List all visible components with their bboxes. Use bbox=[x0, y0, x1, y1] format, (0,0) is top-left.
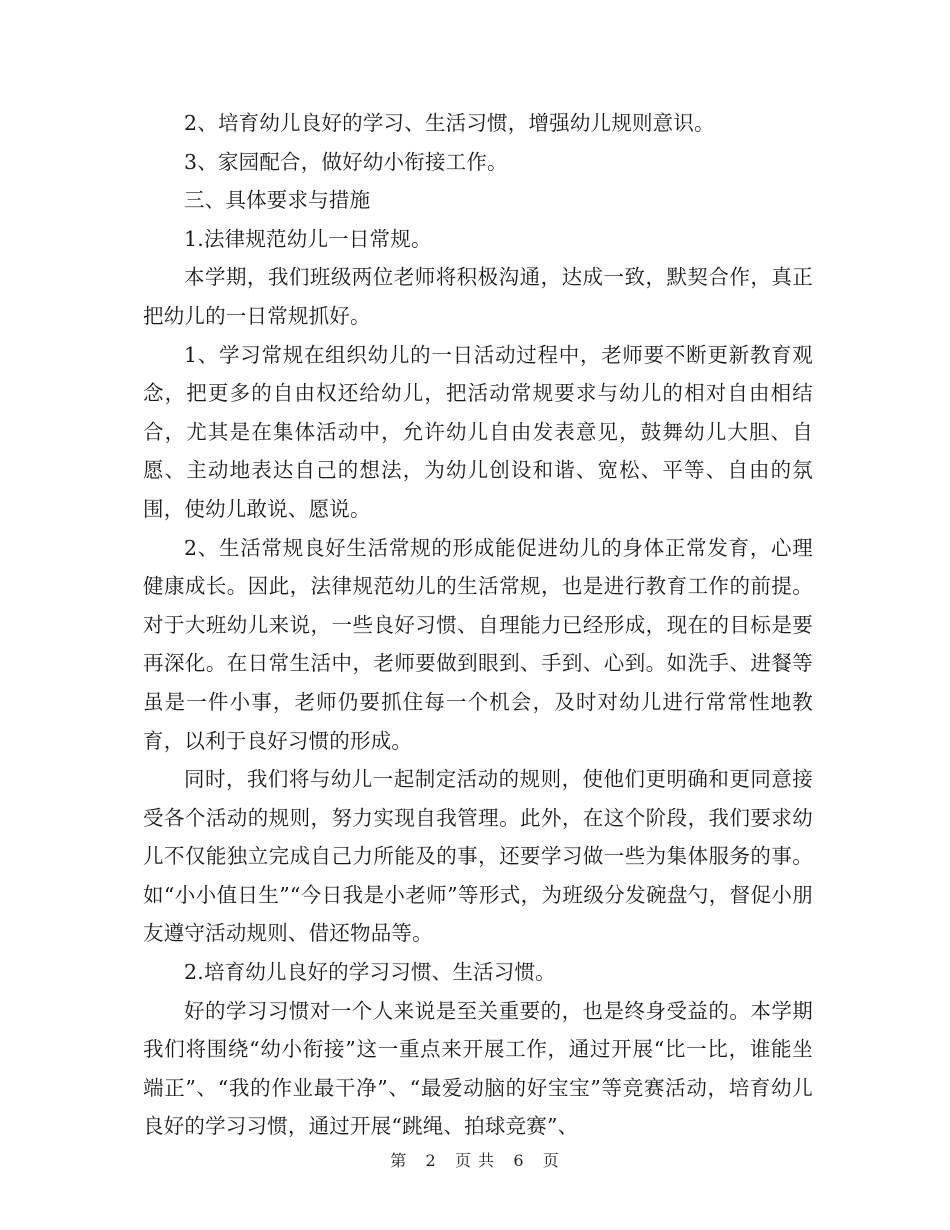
paragraph-study-habits: 好的学习习惯对一个人来说是至关重要的，也是终身受益的。本学期我们将围绕“幼小衔接”这一重点来开展工作，通过开展“比一比，谁能坐端正”、“我的作业最干净”、“最爱动脑的好宝宝”等竞赛活动，培育幼儿良好的学习习惯，通过开展“跳绳、拍球竞赛”、 bbox=[143, 998, 813, 1139]
footer-current-page: 2 bbox=[425, 1151, 437, 1170]
footer-suffix: 页 bbox=[542, 1151, 560, 1170]
section-heading-requirements: 三、具体要求与措施 bbox=[184, 188, 371, 213]
paragraph-goal-3: 3、家园配合，做好幼小衔接工作。 bbox=[184, 149, 508, 174]
paragraph-goal-2: 2、培育幼儿良好的学习、生活习惯，增强幼儿规则意识。 bbox=[184, 111, 715, 135]
paragraph-activity-rules: 同时，我们将与幼儿一起制定活动的规则，使他们更明确和更同意接受各个活动的规则，努力实现自我管理。此外，在这个阶段，我们要求幼儿不仅能独立完成自己力所能及的事，还要学习做一些为集体服务的事。如“小小值日生”“今日我是小老师”等形式，为班级分发碗盘勺，督促小朋友遵守活动规则、借还物品等。 bbox=[143, 767, 813, 946]
paragraph-life-routine: 2、生活常规良好生活常规的形成能促进幼儿的身体正常发育，心理健康成长。因此，法律规范幼儿的生活常规，也是进行教育工作的前提。对于大班幼儿来说，一些良好习惯、自理能力已经形成，现在的目标是要再深化。在日常生活中，老师要做到眼到、手到、心到。如洗手、进餐等虽是一件小事，老师仍要抓住每一个机会，及时对幼儿进行常常性地教育，以利于良好习惯的形成。 bbox=[143, 535, 813, 753]
paragraph-teacher-cooperation: 本学期，我们班级两位老师将积极沟通，达成一致，默契合作，真正把幼儿的一日常规抓好。 bbox=[143, 265, 813, 328]
footer-middle: 页 共 bbox=[454, 1151, 496, 1170]
subheading-daily-routine: 1.法律规范幼儿一日常规。 bbox=[184, 226, 432, 251]
document-body bbox=[143, 104, 813, 1146]
paragraph-learning-routine: 1、学习常规在组织幼儿的一日活动过程中，老师要不断更新教育观念，把更多的自由权还给幼儿，把活动常规要求与幼儿的相对自由相结合，尤其是在集体活动中，允许幼儿自由发表意见，鼓舞幼儿大胆、自愿、主动地表达自己的想法，为幼儿创设和谐、宽松、平等、自由的氛围，使幼儿敢说、愿说。 bbox=[143, 342, 813, 521]
page-footer bbox=[0, 1148, 950, 1171]
subheading-good-habits: 2.培育幼儿良好的学习习惯、生活习惯。 bbox=[184, 960, 556, 985]
footer-total-pages: 6 bbox=[513, 1151, 525, 1170]
footer-prefix: 第 bbox=[390, 1151, 408, 1170]
